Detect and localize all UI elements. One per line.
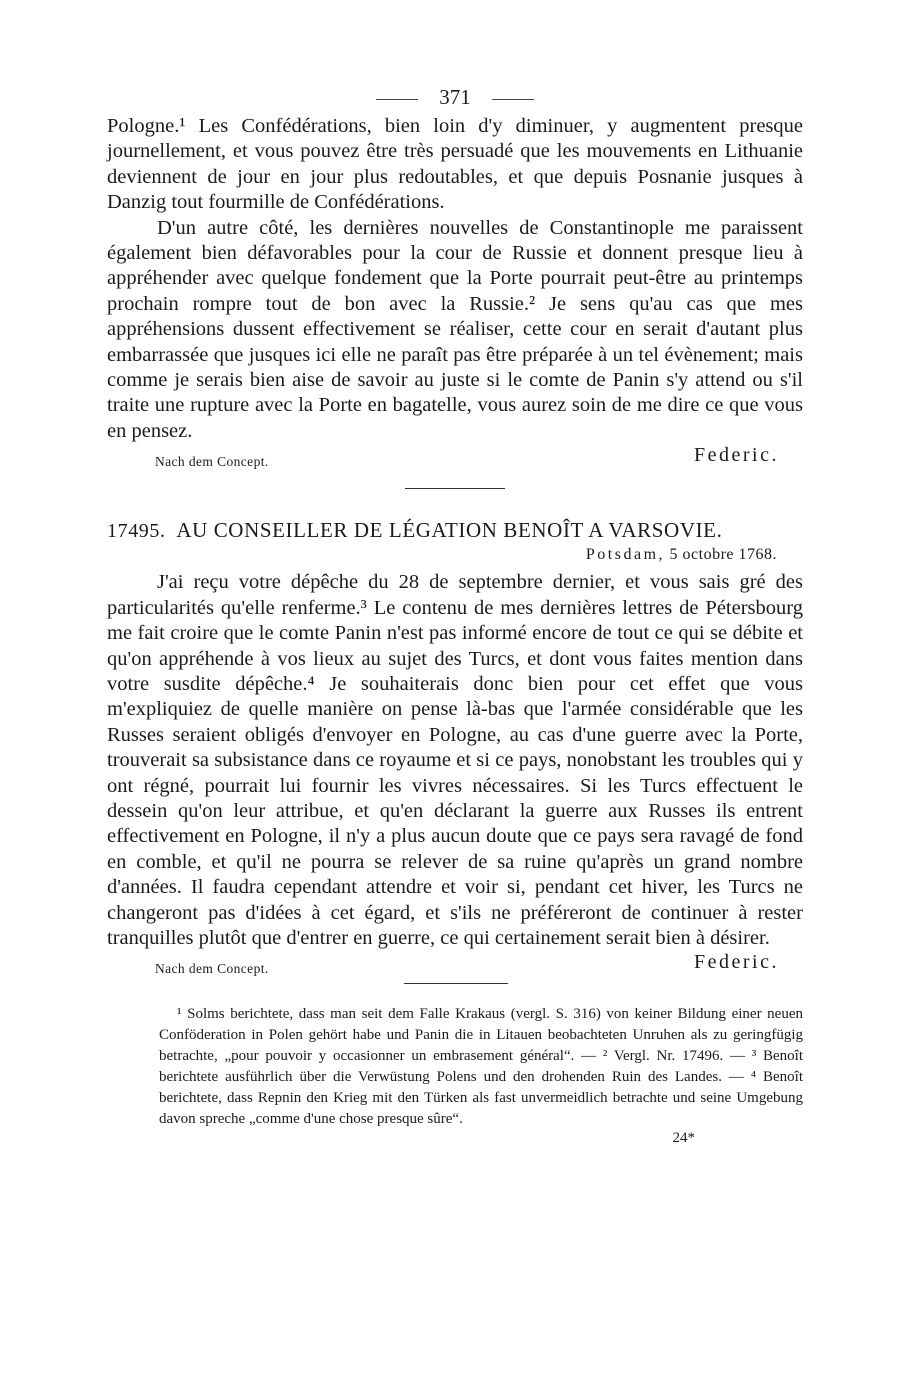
source-note: Nach dem Concept. bbox=[155, 961, 269, 977]
closing-row bbox=[107, 444, 803, 474]
letter-title: AU CONSEILLER DE LÉGATION BENOÎT A VARSOVIE. bbox=[176, 518, 723, 543]
header-rule-right bbox=[492, 99, 534, 100]
page-header bbox=[107, 80, 803, 114]
paragraph: D'un autre côté, les dernières nouvelles de Constantinople me paraissent également bien défavorables pour la cour de Russie et donnent presque lieu à appréhender avec quelque fondement que la Porte pourrait peut-être au printemps prochain rompre tout de bon avec la Russie.² Je sens qu'au cas que mes appréhensions dussent effectivement se réaliser, cette cour en serait d'autant plus embarrassée que jusques ici elle ne paraît pas être préparée à un tel évènement; mais comme je serais bien aise de savoir au juste si le comte de Panin s'y attend ou s'il traite une rupture avec la Porte en bagatelle, vous aurez soin de me dire ce que vous en pensez. bbox=[107, 216, 803, 442]
closing-row bbox=[107, 951, 803, 981]
source-note: Nach dem Concept. bbox=[155, 454, 269, 470]
letter-place: Potsdam, bbox=[585, 546, 666, 564]
footnotes bbox=[107, 1004, 803, 1147]
letter-heading bbox=[107, 517, 803, 544]
section-divider bbox=[405, 488, 505, 489]
letter-number: 17495. bbox=[107, 520, 166, 543]
page-number: 371 bbox=[439, 85, 471, 109]
book-page bbox=[107, 80, 803, 1147]
dateline bbox=[107, 544, 803, 566]
footnote-divider bbox=[404, 983, 508, 984]
paragraph: Pologne.¹ Les Confédérations, bien loin d'y diminuer, y augmentent presque journellement, et vous pouvez être très persuadé que les mouvements en Lithuanie deviennent de jour en jour plus redoutables, et que depuis Posnanie jusques à Danzig tout fourmille de Confédérations. bbox=[107, 115, 803, 214]
header-rule-left bbox=[376, 99, 418, 100]
letter-17495 bbox=[107, 517, 803, 981]
signature: Federic. bbox=[694, 444, 779, 467]
paragraph: J'ai reçu votre dépêche du 28 de septembre dernier, et vous sais gré des particularités qu'elle renferme.³ Le contenu de mes dernières lettres de Pétersbourg me fait croire que le comte Panin n'est pas informé encore de tout ce qui se débite et qu'on appréhende à vos lieux au sujet des Turcs, et dont vous faites mention dans votre susdite dépêche.⁴ Je souhaiterais donc bien pour cet effet que vous m'expliquiez de quelle manière on pense là-bas que l'armée considérable que les Russes seraient obligés d'envoyer en Pologne, au cas d'une guerre avec la Porte, trouverait sa subsistance dans ce royaume et si ce pays, nonobstant les troubles qui y ont régné, pourrait lui fournir les vivres nécessaires. Si les Turcs effectuent le dessein qu'on leur attribue, et qu'en déclarant la guerre aux Russes ils entrent effectivement en Pologne, il n'y a plus aucun doute que ce pays sera ravagé de fond en comble, et qu'il ne pourra se relever de sa ruine qu'après un grand nombre d'années. Il faudra cependant attendre et voir si, pendant cet hiver, les Turcs ne changeront pas d'idées à cet égard, et s'ils ne préféreront de continuer à rester tranquilles plutôt que d'entrer en guerre, ce qui certainement serait bien à désirer. bbox=[107, 571, 803, 949]
footnote-text: ¹ Solms berichtete, dass man seit dem Falle Krakaus (vergl. S. 316) von keiner Bildung einer neuen Conföderation in Polen gehört habe und Panin die in Litauen beobachteten Unruhen als zu geringfügig betrachte, „pour pouvoir y occasionner un embrasement général“. — ² Vergl. Nr. 17496. — ³ Benoît berichtete ausführlich über die Verwüstung Polens und den drohenden Ruin des Landes. — ⁴ Benoît berichtete, dass Repnin den Krieg mit den Türken als fast unvermeidlich betrachte und seine Umgebung davon spreche „comme d'une chose presque sûre“. bbox=[159, 1006, 803, 1128]
signature: Federic. bbox=[694, 951, 779, 974]
previous-letter-continuation bbox=[107, 114, 803, 474]
signature-mark: 24* bbox=[672, 1130, 695, 1147]
letter-date: 5 octobre 1768. bbox=[669, 546, 777, 564]
